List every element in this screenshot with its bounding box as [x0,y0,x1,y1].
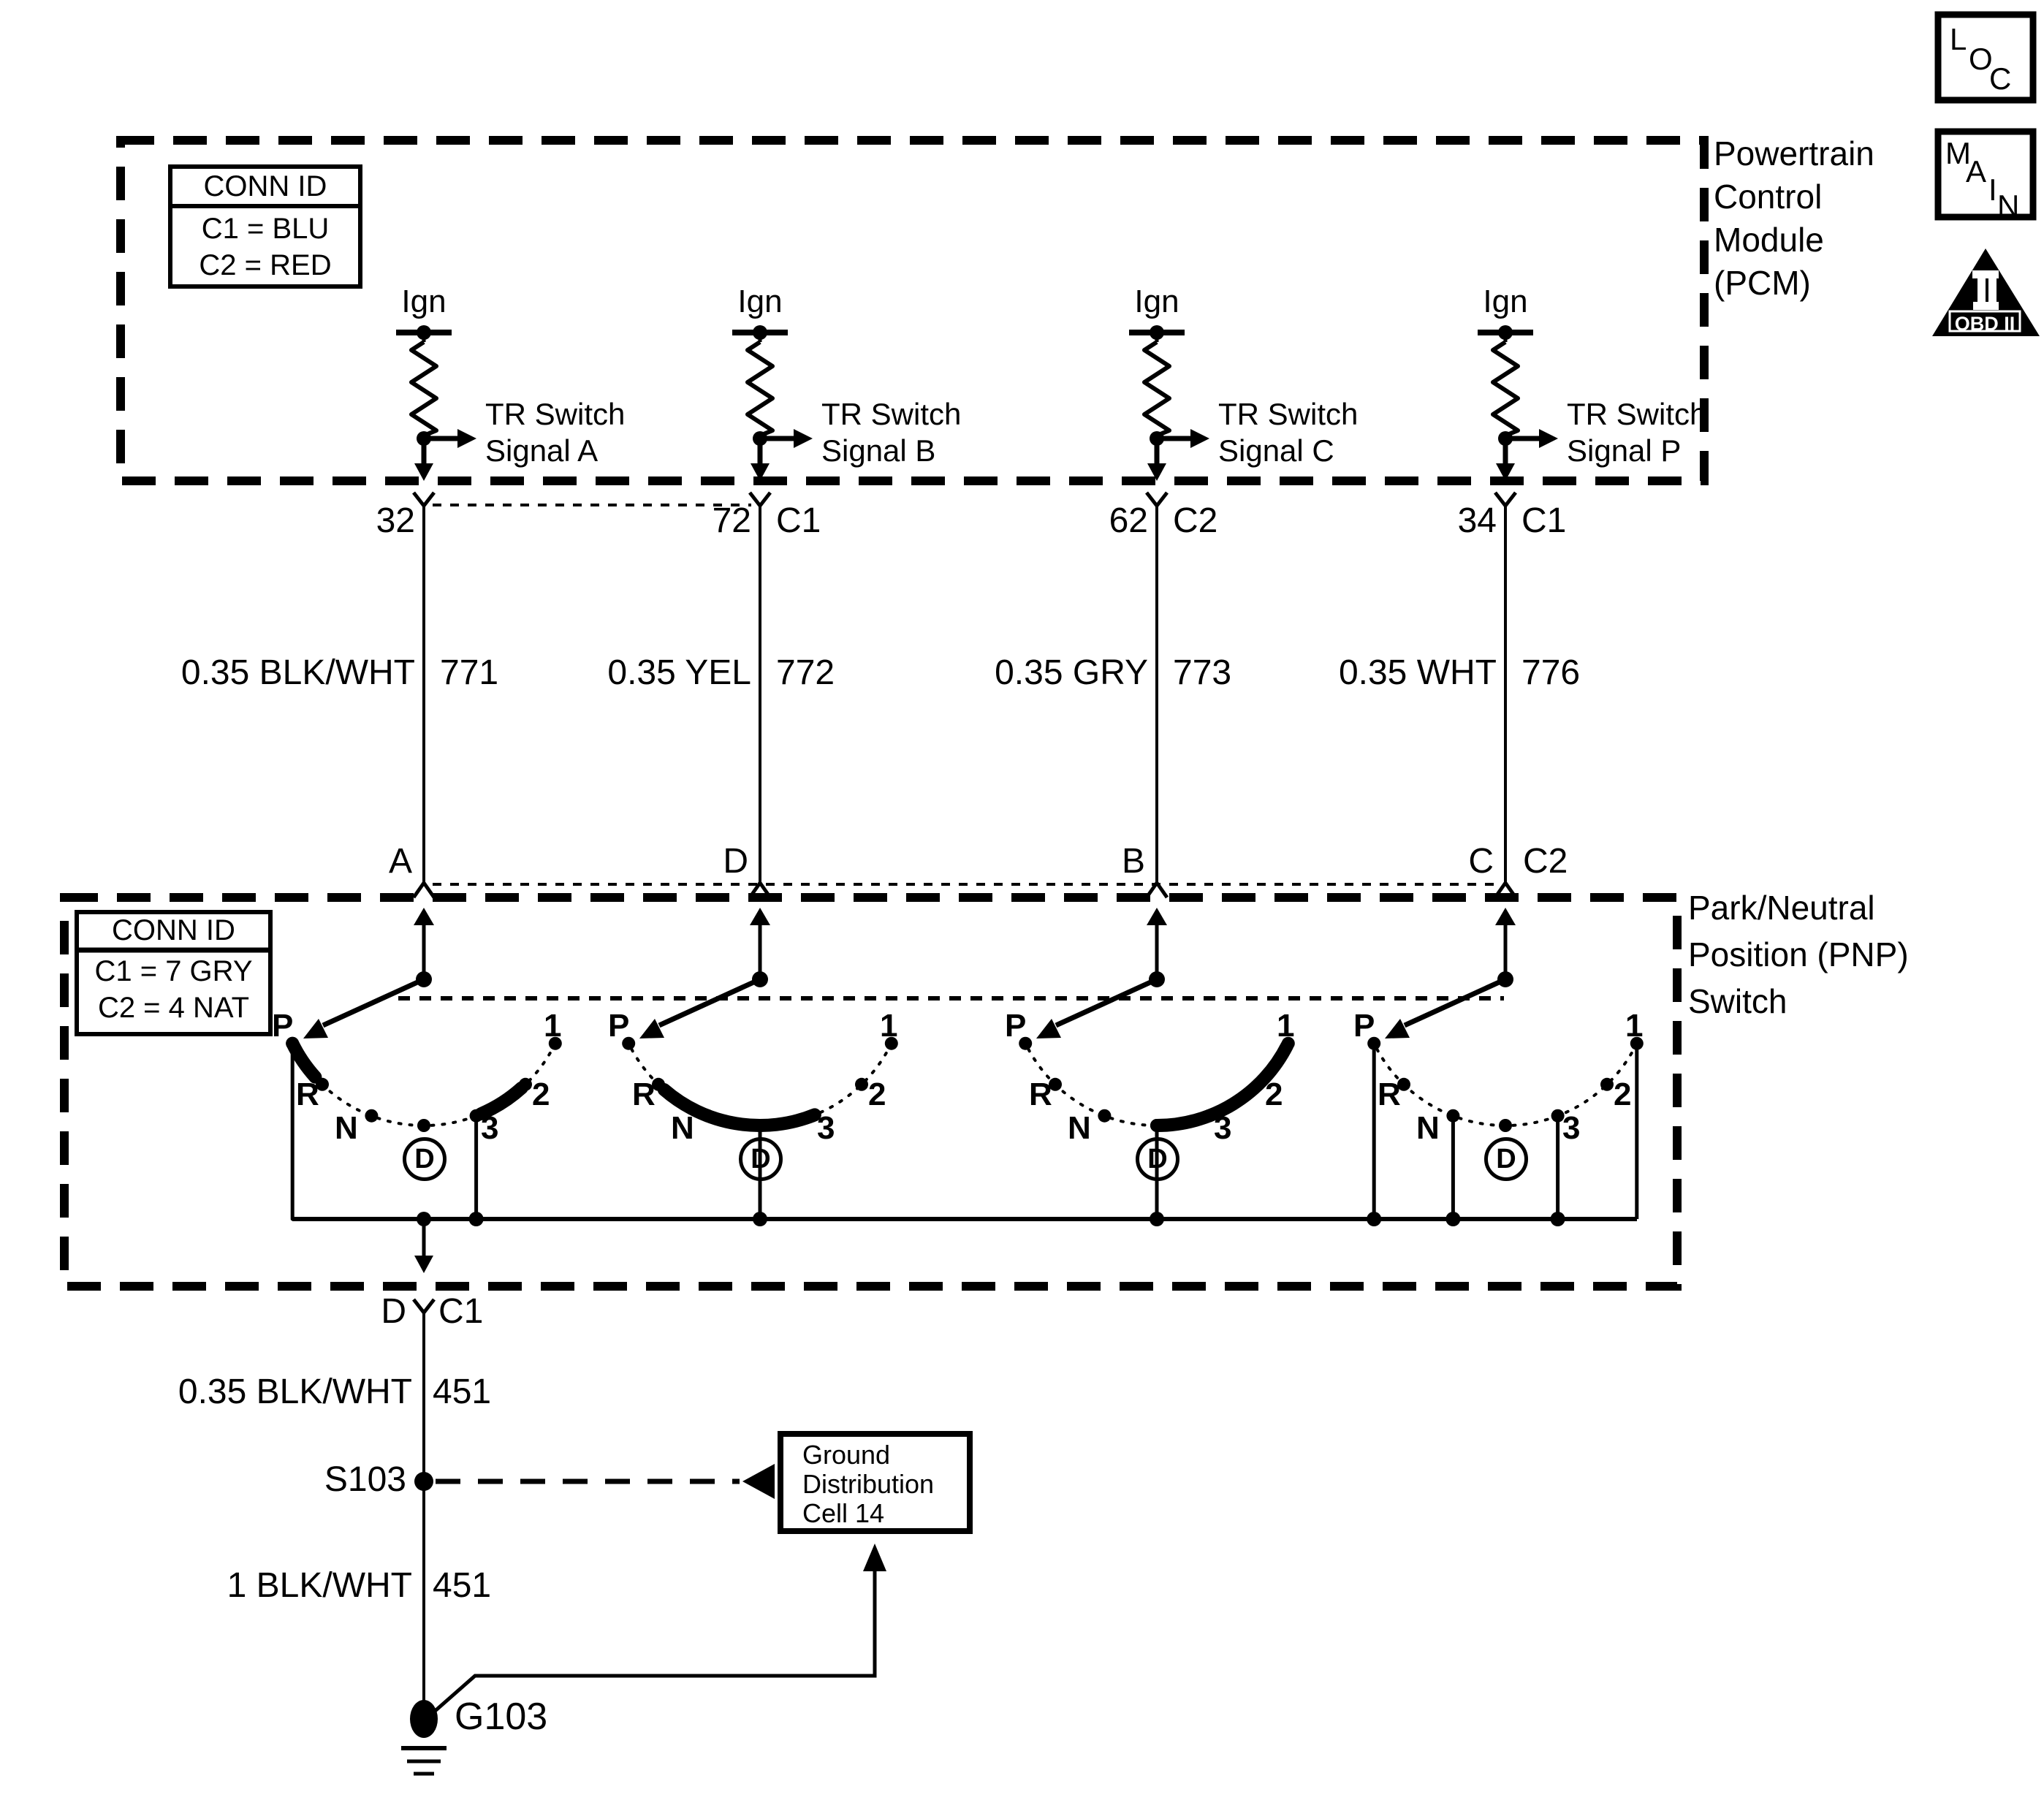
switch-position-n: N [1068,1110,1091,1146]
pnp-title-line: Park/Neutral [1688,889,1875,927]
ground-cell-line: Cell 14 [802,1498,885,1528]
switch-position-p: P [1005,1008,1027,1044]
wire-circuit-label: 776 [1521,653,1581,692]
splice-label: S103 [324,1460,406,1499]
switch-position-r: R [1029,1077,1052,1112]
wire-color-label: 0.35 YEL [607,653,751,692]
loc-letter: O [1969,42,1993,76]
pcm-connector-label: C1 [1521,501,1567,540]
tr-signal-label-line1: TR Switch [821,397,962,431]
splice-dot [414,1472,433,1491]
loc-letter: L [1950,22,1967,56]
ground-cell-line: Distribution [802,1469,935,1499]
switch-position-n: N [335,1110,358,1146]
ign-label: Ign [737,284,783,319]
switch-position-2: 2 [868,1077,886,1112]
ign-label: Ign [1483,284,1528,319]
conn-id-header: CONN ID [112,914,235,946]
switch-position-3: 3 [481,1110,499,1146]
loc-letter: C [1989,61,2012,96]
main-letter: N [1997,189,2020,223]
ground-pin-label: D [381,1292,406,1331]
obd2-label: OBD II [1954,313,2015,335]
switch-position-n: N [671,1110,694,1146]
wire-circuit-label: 773 [1173,653,1232,692]
switch-position-2: 2 [1265,1077,1283,1112]
tr-signal-label-line1: TR Switch [1567,397,1707,431]
pcm-pin-label: 34 [1457,501,1497,540]
switch-position-3: 3 [1214,1110,1232,1146]
pcm-pin-label: 72 [712,501,751,540]
switch-position-3: 3 [1562,1110,1581,1146]
wire-color-label: 0.35 BLK/WHT [181,653,415,692]
pcm-title-line: Powertrain [1714,134,1874,172]
conn-id-header: CONN ID [203,170,327,202]
switch-position-d: D [1484,1137,1528,1181]
wire-circuit-label: 451 [433,1566,492,1605]
switch-position-p: P [608,1008,630,1044]
ground-connector-label: C1 [438,1292,484,1331]
pcm-pin-label: 32 [376,501,415,540]
switch-position-1: 1 [880,1008,898,1044]
pnp-connector-label: C2 [1523,842,1568,881]
switch-position-2: 2 [1614,1077,1632,1112]
switch-position-1: 1 [544,1008,562,1044]
tr-signal-label-line1: TR Switch [485,397,626,431]
ign-label: Ign [1134,284,1179,319]
switch-position-3: 3 [817,1110,835,1146]
switch-position-2: 2 [532,1077,550,1112]
wire-color-label: 0.35 WHT [1338,653,1497,692]
switch-position-d: D [739,1137,783,1181]
pnp-title-line: Switch [1688,982,1787,1020]
conn-id-row: C2 = RED [199,249,332,281]
wire-circuit-label: 771 [440,653,499,692]
switch-position-r: R [296,1077,319,1112]
pcm-connector-label: C1 [776,501,821,540]
wire-circuit-label: 451 [433,1373,492,1411]
ground-symbol-icon [401,1748,447,1774]
wire-circuit-label: 772 [776,653,835,692]
pnp-pin-label: B [1121,842,1145,881]
main-letter: M [1945,136,1971,170]
wire-color-label: 1 BLK/WHT [227,1566,412,1605]
tr-signal-label-line2: Signal P [1567,433,1682,468]
pcm-title-line: (PCM) [1714,264,1811,302]
ground-id-label: G103 [455,1696,548,1738]
ground-terminal-dot [410,1700,438,1738]
pcm-connector-label: C2 [1173,501,1218,540]
tr-signal-label-line2: Signal A [485,433,599,468]
up-arrowhead-icon [863,1544,886,1571]
pcm-title-line: Module [1714,221,1824,259]
switch-position-1: 1 [1277,1008,1295,1044]
pcm-pin-label: 62 [1109,501,1148,540]
conn-id-row: C1 = BLU [201,213,330,245]
pnp-title-line: Position (PNP) [1688,935,1909,973]
switch-position-n: N [1416,1110,1440,1146]
wire-color-label: 0.35 BLK/WHT [178,1373,412,1411]
tr-signal-label-line2: Signal C [1218,433,1334,468]
main-letter: I [1988,172,1997,207]
left-arrowhead-icon [742,1464,775,1499]
ground-cell-line: Ground [802,1440,891,1470]
switch-position-1: 1 [1625,1008,1644,1044]
main-letter: A [1966,154,1987,189]
tr-signal-label-line1: TR Switch [1218,397,1359,431]
pnp-pin-label: A [388,842,412,881]
pcm-title-line: Control [1714,178,1823,216]
switch-position-d: D [1136,1137,1179,1181]
wire-color-label: 0.35 GRY [995,653,1148,692]
switch-position-p: P [272,1008,294,1044]
pnp-pin-label: C [1468,842,1494,881]
tr-signal-label-line2: Signal B [821,433,936,468]
switch-position-d: D [403,1137,447,1181]
switch-position-r: R [1378,1077,1401,1112]
switch-contacts-signal-p [1367,1044,1637,1226]
switch-position-r: R [632,1077,656,1112]
pnp-pin-label: D [723,842,748,881]
conn-id-row: C1 = 7 GRY [94,955,253,987]
switch-position-p: P [1353,1008,1375,1044]
ign-label: Ign [401,284,447,319]
conn-id-row: C2 = 4 NAT [97,992,250,1024]
